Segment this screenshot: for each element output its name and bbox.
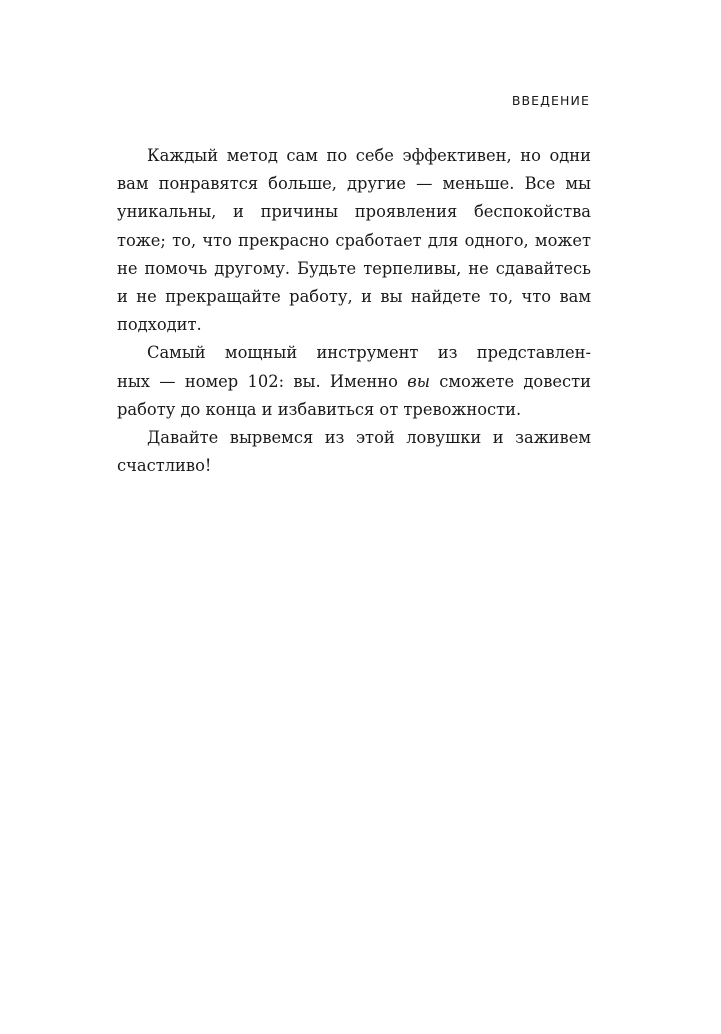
running-header-title: ВВЕДЕНИЕ <box>511 93 590 108</box>
text-line: работу до конца и избавиться от тревожности. <box>117 399 522 419</box>
emphasized-word: вы <box>407 371 430 391</box>
text-segment: сможете довести <box>429 371 591 391</box>
paragraph-methods <box>117 142 591 339</box>
text-line: подходит. <box>117 315 202 335</box>
text-line: и не прекращайте работу, и вы найдете то, что вам <box>117 287 591 307</box>
paragraph-tool-102 <box>117 339 591 424</box>
text-line: вам понравятся больше, другие — меньше. Все мы <box>117 174 591 194</box>
text-line: Самый мощный инструмент из представлен- <box>147 343 591 363</box>
text-line: Каждый метод сам по себе эффективен, но одни <box>147 146 591 165</box>
text-line: не помочь другому. Будьте терпеливы, не сдавайтесь <box>117 258 591 278</box>
text-line: уникальны, и причины проявления беспокойства <box>117 202 591 222</box>
text-segment: ных — номер 102: вы. Именно <box>117 371 408 391</box>
paragraph-closing <box>117 424 591 480</box>
body-text <box>117 142 591 480</box>
text-line: счастливо! <box>117 456 212 476</box>
text-line-with-emphasis <box>117 368 591 396</box>
text-line: тоже; то, что прекрасно сработает для одного, может <box>117 230 591 250</box>
text-line: Давайте вырвемся из этой ловушки и заживем <box>147 428 591 448</box>
